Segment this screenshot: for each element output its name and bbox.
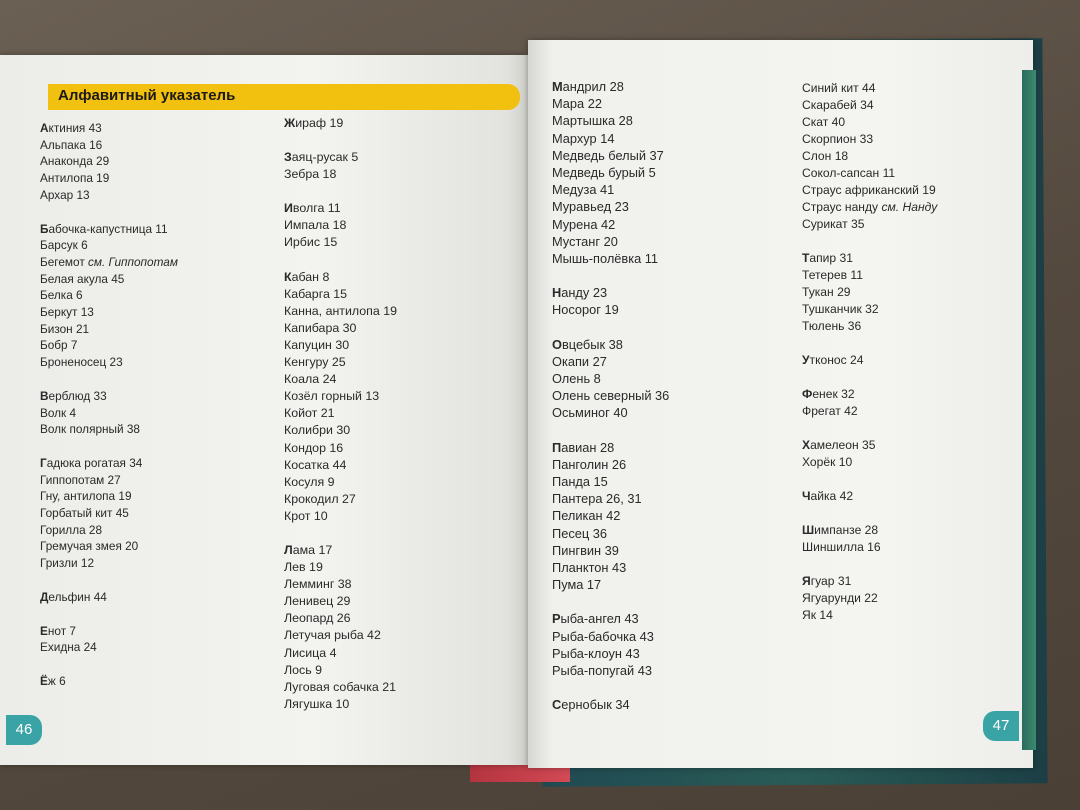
index-text: Олень северный 36 xyxy=(552,388,670,404)
index-entry xyxy=(802,301,937,318)
index-entry xyxy=(284,508,397,525)
index-text: Летучая рыба 42 xyxy=(284,628,381,643)
index-text: ама 17 xyxy=(292,542,333,557)
index-text: Волк полярный 38 xyxy=(40,422,140,437)
page-number-right: 47 xyxy=(983,711,1019,741)
index-text: Горилла 28 xyxy=(40,522,103,537)
index-gap xyxy=(40,204,178,221)
index-text: енек 32 xyxy=(812,387,855,401)
index-text: аяц-русак 5 xyxy=(291,150,359,165)
index-entry xyxy=(40,137,178,154)
index-entry xyxy=(284,286,397,303)
index-text: Ягуарунди 22 xyxy=(802,591,878,605)
index-entry xyxy=(284,337,397,354)
index-entry xyxy=(802,352,937,369)
index-initial: У xyxy=(802,353,810,367)
index-text: Рыба-попугай 43 xyxy=(552,663,652,679)
index-initial: Ё xyxy=(40,673,48,688)
index-gap xyxy=(552,679,669,696)
index-text: Синий кит 44 xyxy=(802,81,876,95)
index-gap xyxy=(40,572,178,589)
index-entry xyxy=(40,170,178,187)
index-column-1 xyxy=(40,120,178,690)
index-entry xyxy=(552,164,669,181)
index-initial: Д xyxy=(40,589,49,604)
index-entry xyxy=(552,147,669,164)
index-text: Броненосец 23 xyxy=(40,355,123,370)
index-initial: С xyxy=(552,697,562,713)
index-text: Барсук 6 xyxy=(40,238,88,253)
index-text: волга 11 xyxy=(292,201,341,216)
index-initial: Ч xyxy=(802,489,811,503)
index-gap xyxy=(552,593,669,610)
index-text: анду 23 xyxy=(561,285,608,301)
index-entry xyxy=(802,182,937,199)
index-entry xyxy=(284,200,397,217)
index-text: авиан 28 xyxy=(561,439,615,455)
index-text: ктиния 43 xyxy=(48,121,102,135)
index-text: Мархур 14 xyxy=(552,130,615,146)
index-text: Беркут 13 xyxy=(40,305,94,320)
index-entry xyxy=(552,233,669,250)
index-text: амелеон 35 xyxy=(810,438,876,452)
index-entry xyxy=(802,131,937,148)
index-initial: К xyxy=(284,269,292,284)
index-text: Лемминг 38 xyxy=(284,577,352,592)
index-entry xyxy=(40,505,178,522)
index-entry xyxy=(284,149,397,166)
index-text: Пантера 26, 31 xyxy=(552,491,642,507)
index-initial: Ж xyxy=(284,116,296,130)
index-entry xyxy=(284,696,397,713)
index-text: Рыба-бабочка 43 xyxy=(552,628,654,644)
index-column-3 xyxy=(552,78,669,714)
index-entry xyxy=(552,662,669,679)
index-entry xyxy=(802,318,937,335)
index-gap xyxy=(802,369,937,386)
index-entry xyxy=(552,216,669,233)
index-text: Козёл горный 13 xyxy=(284,389,380,404)
index-text: Капуцин 30 xyxy=(284,337,350,352)
index-entry xyxy=(40,522,178,539)
index-initial: Е xyxy=(40,623,48,638)
index-entry xyxy=(552,628,669,645)
index-text: Кондор 16 xyxy=(284,440,344,455)
index-text: Койот 21 xyxy=(284,406,335,421)
index-entry xyxy=(552,576,669,593)
index-text: Рыба-клоун 43 xyxy=(552,645,640,661)
index-text: Муравьед 23 xyxy=(552,199,629,215)
index-text: апир 31 xyxy=(809,251,853,265)
index-entry xyxy=(284,388,397,405)
index-entry xyxy=(40,120,178,137)
index-entry xyxy=(552,542,669,559)
index-entry xyxy=(40,287,178,304)
index-entry xyxy=(40,271,178,288)
index-text: Медведь белый 37 xyxy=(552,147,664,163)
index-text: Гну, антилопа 19 xyxy=(40,489,132,504)
index-text: Косуля 9 xyxy=(284,474,335,489)
index-entry xyxy=(802,284,937,301)
index-entry xyxy=(284,422,397,439)
index-entry xyxy=(802,488,937,505)
index-entry xyxy=(552,696,669,713)
index-text: Лось 9 xyxy=(284,662,323,677)
index-entry xyxy=(552,130,669,147)
index-text: Скорпион 33 xyxy=(802,132,874,146)
index-text: Сурикат 35 xyxy=(802,217,865,231)
index-entry xyxy=(802,607,937,624)
index-entry xyxy=(284,610,397,627)
index-text: Луговая собачка 21 xyxy=(284,679,397,694)
index-entry xyxy=(284,115,397,132)
index-gap xyxy=(802,335,937,352)
index-entry xyxy=(552,439,669,456)
index-text: Бобр 7 xyxy=(40,338,78,353)
index-entry xyxy=(552,250,669,267)
index-initial: И xyxy=(284,201,293,216)
index-text: ельфин 44 xyxy=(48,589,107,604)
index-text: ираф 19 xyxy=(295,116,344,130)
index-text: Волк 4 xyxy=(40,405,77,420)
index-text: Косатка 44 xyxy=(284,457,347,472)
index-initial: Г xyxy=(40,455,47,470)
index-text: Страус нанду xyxy=(802,200,882,214)
index-entry xyxy=(802,437,937,454)
index-entry xyxy=(552,301,669,318)
index-gap xyxy=(284,252,397,269)
index-entry xyxy=(802,590,937,607)
index-entry xyxy=(40,254,178,271)
index-gap xyxy=(40,656,178,673)
index-crossref: см. Нанду xyxy=(881,200,938,214)
index-entry xyxy=(802,216,937,233)
index-entry xyxy=(284,269,397,286)
index-text: ж 6 xyxy=(47,673,66,688)
index-entry xyxy=(284,474,397,491)
index-text: Капибара 30 xyxy=(284,320,357,335)
index-entry xyxy=(802,403,937,420)
index-text: Анаконда 29 xyxy=(40,154,110,169)
index-entry xyxy=(40,221,178,238)
index-entry xyxy=(40,455,178,472)
index-text: Альпака 16 xyxy=(40,137,103,152)
index-entry xyxy=(284,645,397,662)
index-initial: Н xyxy=(552,285,562,301)
index-text: Колибри 30 xyxy=(284,423,351,438)
index-entry xyxy=(284,405,397,422)
index-entry xyxy=(284,166,397,183)
index-gap xyxy=(40,438,178,455)
index-entry xyxy=(40,488,178,505)
index-text: Канна, антилопа 19 xyxy=(284,303,397,318)
index-entry xyxy=(284,371,397,388)
index-entry xyxy=(40,388,178,405)
index-entry xyxy=(552,387,669,404)
index-entry xyxy=(552,78,669,95)
index-entry xyxy=(40,673,178,690)
index-entry xyxy=(40,237,178,254)
index-gap xyxy=(284,183,397,200)
index-text: Крокодил 27 xyxy=(284,491,356,506)
index-text: вцебык 38 xyxy=(561,336,623,352)
index-entry xyxy=(284,354,397,371)
index-entry xyxy=(802,573,937,590)
index-initial: Б xyxy=(40,221,49,236)
index-entry xyxy=(802,80,937,97)
page-side-strip xyxy=(1022,70,1036,750)
index-initial: Х xyxy=(802,438,811,452)
index-text: Антилопа 19 xyxy=(40,171,110,186)
index-text: Мара 22 xyxy=(552,96,602,112)
index-entry xyxy=(552,95,669,112)
index-entry xyxy=(284,593,397,610)
index-entry xyxy=(284,217,397,234)
index-entry xyxy=(284,234,397,251)
index-text: Крот 10 xyxy=(284,508,328,523)
index-text: Мустанг 20 xyxy=(552,233,618,249)
index-entry xyxy=(552,525,669,542)
index-text: ерблюд 33 xyxy=(48,388,107,403)
index-entry xyxy=(552,404,669,421)
index-initial: Т xyxy=(802,251,810,265)
index-text: Гиппопотам 27 xyxy=(40,472,121,487)
index-gap xyxy=(552,319,669,336)
index-entry xyxy=(802,148,937,165)
index-initial: В xyxy=(40,388,49,403)
index-entry xyxy=(552,490,669,507)
index-gap xyxy=(802,233,937,250)
index-text: Кенгуру 25 xyxy=(284,355,346,370)
index-text: Гризли 12 xyxy=(40,556,95,571)
index-entry xyxy=(284,457,397,474)
index-gap xyxy=(284,525,397,542)
index-initial: Л xyxy=(284,542,293,557)
page-number-left: 46 xyxy=(6,715,42,745)
index-text: импанзе 28 xyxy=(814,523,879,537)
index-entry xyxy=(40,187,178,204)
index-text: адюка рогатая 34 xyxy=(46,455,143,470)
index-entry xyxy=(552,198,669,215)
index-entry xyxy=(284,542,397,559)
index-text: Мышь-полёвка 11 xyxy=(552,251,659,267)
index-entry xyxy=(552,181,669,198)
index-entry xyxy=(40,639,178,656)
index-entry xyxy=(552,507,669,524)
index-column-4 xyxy=(802,80,937,624)
index-entry xyxy=(802,114,937,131)
index-text: Медведь бурый 5 xyxy=(552,165,656,181)
index-gap xyxy=(552,422,669,439)
index-entry xyxy=(802,250,937,267)
index-initial: Ш xyxy=(802,523,815,537)
index-text: гуар 31 xyxy=(810,574,852,588)
index-text: Лисица 4 xyxy=(284,645,337,660)
index-text: Окапи 27 xyxy=(552,353,607,369)
index-entry xyxy=(40,321,178,338)
index-initial: З xyxy=(284,150,292,165)
index-initial: Я xyxy=(802,574,811,588)
index-text: Осьминог 40 xyxy=(552,405,628,421)
index-entry xyxy=(284,303,397,320)
index-entry xyxy=(40,472,178,489)
index-text: Ленивец 29 xyxy=(284,594,351,609)
index-text: Лев 19 xyxy=(284,560,323,575)
index-text: Тетерев 11 xyxy=(802,268,863,282)
index-entry xyxy=(552,353,669,370)
index-text: абан 8 xyxy=(291,269,330,284)
index-text: Мурена 42 xyxy=(552,216,616,232)
index-text: Архар 13 xyxy=(40,187,90,202)
index-text: Ирбис 15 xyxy=(284,235,338,250)
index-entry xyxy=(284,679,397,696)
index-entry xyxy=(552,610,669,627)
index-text: Слон 18 xyxy=(802,149,849,163)
index-text: Панда 15 xyxy=(552,474,608,490)
index-entry xyxy=(802,199,937,216)
index-entry xyxy=(40,538,178,555)
index-text: Скат 40 xyxy=(802,115,846,129)
index-column-2 xyxy=(284,115,397,713)
index-text: андрил 28 xyxy=(562,79,624,94)
index-crossref: см. Гиппопотам xyxy=(88,254,178,269)
index-entry xyxy=(552,284,669,301)
index-initial: М xyxy=(552,79,563,94)
index-text: Бизон 21 xyxy=(40,321,90,336)
index-entry xyxy=(40,354,178,371)
index-text: Белка 6 xyxy=(40,288,83,303)
index-entry xyxy=(552,336,669,353)
index-entry xyxy=(802,165,937,182)
index-text: Сокол-сапсан 11 xyxy=(802,166,896,180)
index-entry xyxy=(552,456,669,473)
index-text: Скарабей 34 xyxy=(802,98,874,112)
index-entry xyxy=(284,576,397,593)
index-entry xyxy=(802,267,937,284)
index-text: нот 7 xyxy=(47,623,76,638)
index-entry xyxy=(802,522,937,539)
index-text: Леопард 26 xyxy=(284,611,351,626)
index-entry xyxy=(40,589,178,606)
index-entry xyxy=(40,337,178,354)
index-text: абочка-капустница 11 xyxy=(48,221,168,236)
index-initial: Ф xyxy=(802,387,813,401)
index-entry xyxy=(802,454,937,471)
index-entry xyxy=(552,370,669,387)
index-text: Панголин 26 xyxy=(552,456,627,472)
index-gap xyxy=(552,267,669,284)
index-text: ернобык 34 xyxy=(561,697,630,713)
index-initial: П xyxy=(552,439,562,455)
index-text: Кабарга 15 xyxy=(284,286,348,301)
index-entry xyxy=(284,320,397,337)
index-text: Шиншилла 16 xyxy=(802,540,881,554)
index-entry xyxy=(284,559,397,576)
index-gap xyxy=(40,606,178,623)
index-gap xyxy=(802,556,937,573)
index-entry xyxy=(284,627,397,644)
index-entry xyxy=(284,440,397,457)
index-text: Олень 8 xyxy=(552,371,601,387)
index-entry xyxy=(40,623,178,640)
index-text: Зебра 18 xyxy=(284,167,337,182)
index-initial: О xyxy=(552,336,562,352)
index-text: Белая акула 45 xyxy=(40,271,125,286)
index-text: Песец 36 xyxy=(552,525,607,541)
index-entry xyxy=(802,386,937,403)
index-text: Як 14 xyxy=(802,608,833,622)
index-text: Страус африканский 19 xyxy=(802,183,936,197)
index-text: Бегемот xyxy=(40,254,88,269)
index-text: Тюлень 36 xyxy=(802,319,862,333)
index-entry xyxy=(40,304,178,321)
index-gap xyxy=(40,371,178,388)
index-gap xyxy=(284,132,397,149)
index-text: Ехидна 24 xyxy=(40,640,97,655)
index-text: тконос 24 xyxy=(809,353,864,367)
index-text: Фрегат 42 xyxy=(802,404,858,418)
index-text: Гремучая змея 20 xyxy=(40,539,139,554)
index-entry xyxy=(284,491,397,508)
index-text: Пума 17 xyxy=(552,577,602,593)
index-text: Пингвин 39 xyxy=(552,542,619,558)
index-entry xyxy=(284,662,397,679)
index-entry xyxy=(40,153,178,170)
index-text: Пеликан 42 xyxy=(552,508,621,524)
index-text: Коала 24 xyxy=(284,372,337,387)
index-entry xyxy=(802,97,937,114)
index-heading-bar xyxy=(48,84,520,110)
index-text: Мартышка 28 xyxy=(552,113,633,129)
index-entry xyxy=(802,539,937,556)
index-text: Тукан 29 xyxy=(802,285,851,299)
index-text: ыба-ангел 43 xyxy=(560,611,639,627)
index-text: айка 42 xyxy=(810,489,854,503)
index-initial: Р xyxy=(552,611,561,627)
index-text: Горбатый кит 45 xyxy=(40,506,129,521)
index-entry xyxy=(552,645,669,662)
index-entry xyxy=(40,555,178,572)
index-heading: Алфавитный указатель xyxy=(58,87,236,104)
index-gap xyxy=(802,505,937,522)
index-gap xyxy=(802,471,937,488)
index-text: Планктон 43 xyxy=(552,560,627,576)
index-text: Лягушка 10 xyxy=(284,696,350,711)
index-entry xyxy=(40,421,178,438)
index-text: Хорёк 10 xyxy=(802,455,853,469)
index-entry xyxy=(552,112,669,129)
index-text: Медуза 41 xyxy=(552,182,615,198)
index-entry xyxy=(552,559,669,576)
index-entry xyxy=(552,473,669,490)
index-text: Тушканчик 32 xyxy=(802,302,879,316)
index-initial: А xyxy=(40,121,49,135)
index-text: Импала 18 xyxy=(284,218,347,233)
index-text: Носорог 19 xyxy=(552,302,619,318)
index-entry xyxy=(40,405,178,422)
index-gap xyxy=(802,420,937,437)
